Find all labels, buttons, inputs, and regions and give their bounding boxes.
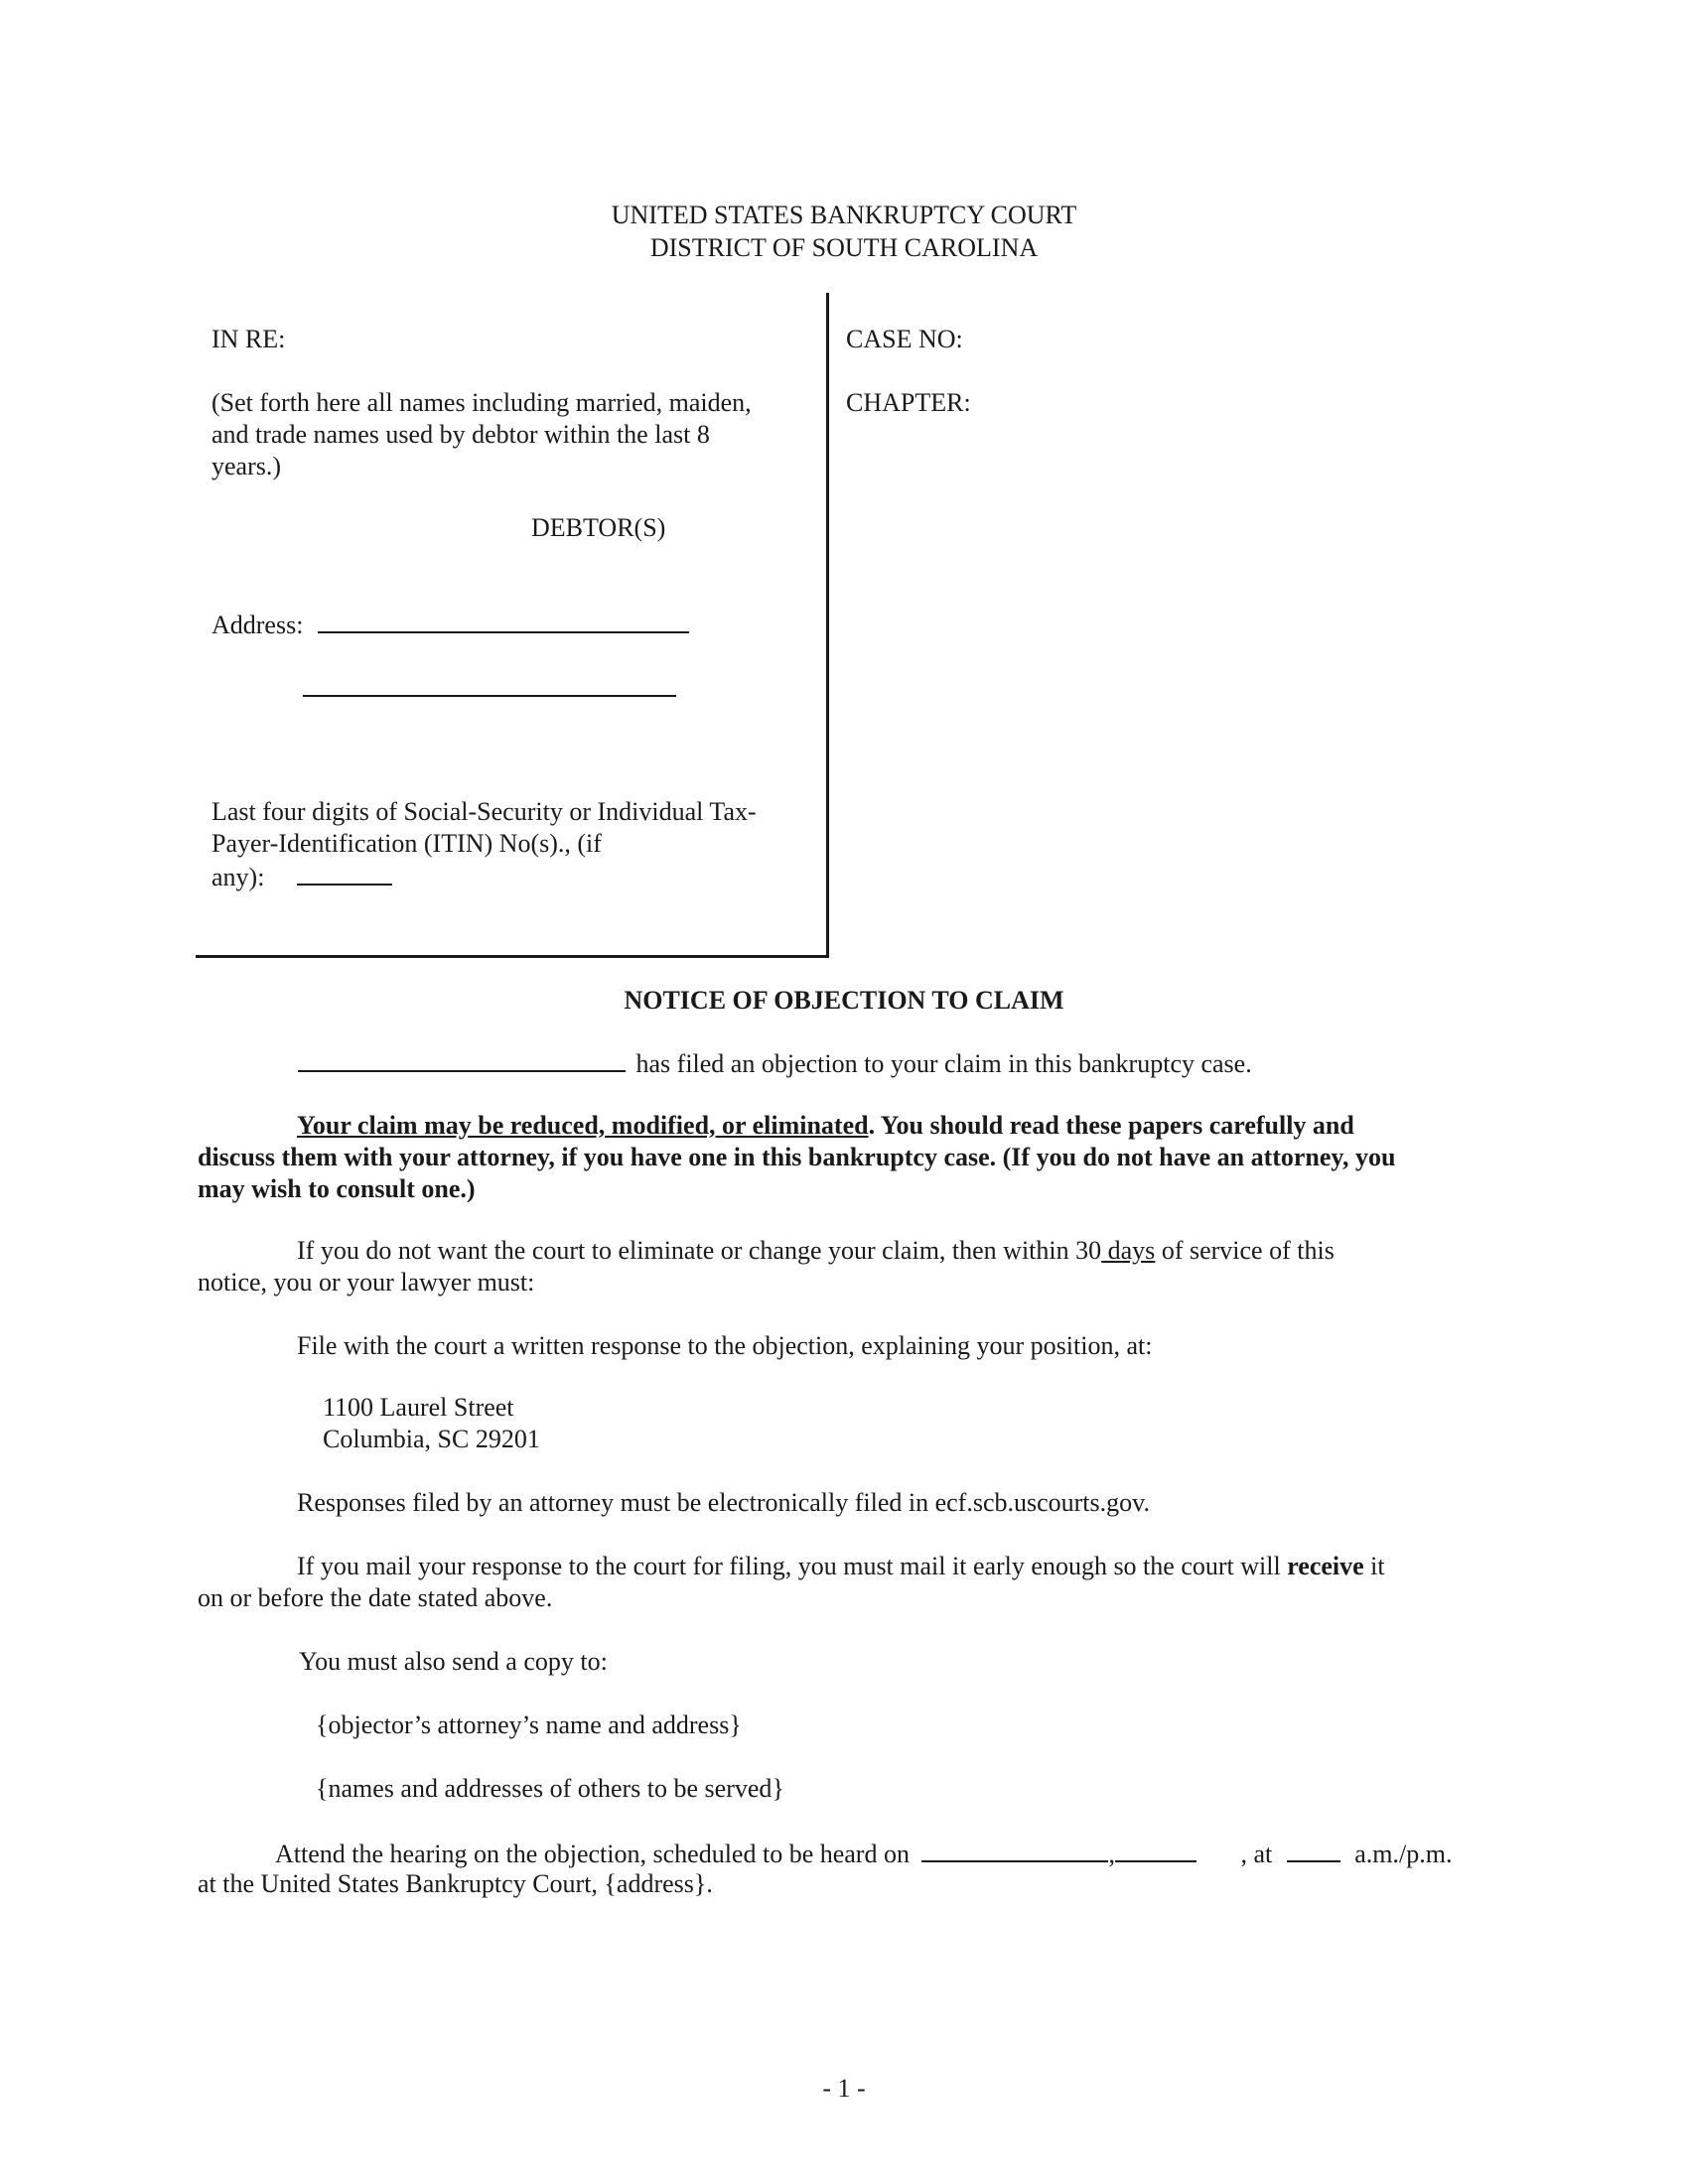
page-number: - 1 - — [822, 2074, 866, 2103]
hearing-at: , at — [1240, 1840, 1273, 1868]
deadline-days: days — [1101, 1236, 1156, 1265]
hearing-date-blank[interactable] — [921, 1837, 1108, 1862]
deadline-text-end: of service of this — [1155, 1236, 1335, 1265]
address-row-2 — [303, 671, 676, 705]
court-address-street: 1100 Laurel Street — [323, 1393, 514, 1422]
warning-line: discuss them with your attorney, if you have one in this bankruptcy case. (If you do not have an attorney, you — [198, 1143, 1396, 1171]
ssn-block — [211, 796, 757, 893]
hearing-year-blank[interactable] — [1115, 1837, 1196, 1862]
hearing-ampm: a.m./p.m. — [1354, 1840, 1453, 1868]
warning-underlined: Your claim may be reduced, modified, or eliminated — [297, 1111, 869, 1140]
copy-to-text: You must also send a copy to: — [299, 1647, 608, 1676]
hearing-line — [275, 1837, 1452, 1870]
names-note-line: and trade names used by debtor within the last 8 — [211, 420, 710, 449]
names-note-line: years.) — [211, 452, 282, 480]
court-address-city: Columbia, SC 29201 — [323, 1425, 540, 1453]
court-district: DISTRICT OF SOUTH CAROLINA — [649, 233, 1039, 262]
in-re-label: IN RE: — [211, 325, 286, 353]
court-address — [323, 1392, 540, 1455]
caption-vertical-divider — [826, 293, 829, 958]
warning-rest: . You should read these papers carefully and — [868, 1111, 1354, 1140]
mail-paragraph — [198, 1551, 1490, 1614]
court-name: UNITED STATES BANKRUPTCY COURT — [611, 201, 1077, 229]
mail-receive: receive — [1287, 1552, 1364, 1580]
warning-line: may wish to consult one.) — [198, 1174, 476, 1203]
deadline-line: notice, you or your lawyer must: — [198, 1268, 535, 1297]
file-with-text: File with the court a written response to the objection, explaining your position, at: — [297, 1331, 1153, 1360]
deadline-paragraph — [198, 1235, 1490, 1298]
chapter-label: CHAPTER: — [846, 388, 971, 417]
hearing-time-blank[interactable] — [1287, 1837, 1340, 1862]
address-label: Address: — [211, 611, 304, 639]
warning-paragraph — [198, 1110, 1490, 1205]
ssn-any-label: any): — [211, 863, 265, 891]
objector-line — [298, 1046, 1252, 1080]
ssn-digits-blank[interactable] — [297, 860, 392, 886]
mail-line — [198, 1551, 1490, 1582]
address-row — [211, 608, 689, 641]
names-note-line: (Set forth here all names including married, maiden, — [211, 388, 752, 417]
hearing-comma: , — [1108, 1840, 1115, 1868]
hearing-text: Attend the hearing on the objection, scheduled to be heard on — [275, 1840, 910, 1868]
filed-text: has filed an objection to your claim in this bankruptcy case. — [635, 1049, 1252, 1078]
case-no-label: CASE NO: — [846, 325, 963, 353]
deadline-text: If you do not want the court to eliminate or change your claim, then within 30 — [297, 1236, 1102, 1265]
hearing-location: at the United States Bankruptcy Court, {address}. — [198, 1869, 713, 1898]
deadline-line — [198, 1235, 1490, 1267]
electronic-filing-text: Responses filed by an attorney must be electronically filed in ecf.scb.uscourts.gov. — [297, 1488, 1150, 1517]
ssn-line — [211, 860, 757, 893]
caption-bottom-rule — [196, 955, 829, 958]
warning-line — [198, 1110, 1490, 1142]
mail-line: on or before the date stated above. — [198, 1583, 553, 1612]
court-header — [0, 199, 1688, 264]
address-line-1-blank[interactable] — [318, 608, 689, 633]
mail-text: If you mail your response to the court for filing, you must mail it early enough so the court will — [297, 1552, 1288, 1580]
address-line-2-blank[interactable] — [303, 671, 676, 697]
notice-title: NOTICE OF OBJECTION TO CLAIM — [624, 986, 1064, 1015]
names-note — [211, 387, 752, 482]
mail-text-end: it — [1363, 1552, 1385, 1580]
ssn-line: Payer-Identification (ITIN) No(s)., (if — [211, 829, 602, 858]
others-served-placeholder: {names and addresses of others to be served} — [316, 1774, 784, 1803]
ssn-line: Last four digits of Social-Security or Individual Tax- — [211, 797, 757, 826]
debtors-label: DEBTOR(S) — [531, 513, 666, 542]
objector-name-blank[interactable] — [298, 1046, 626, 1072]
objector-attorney-placeholder: {objector’s attorney’s name and address} — [316, 1710, 742, 1739]
